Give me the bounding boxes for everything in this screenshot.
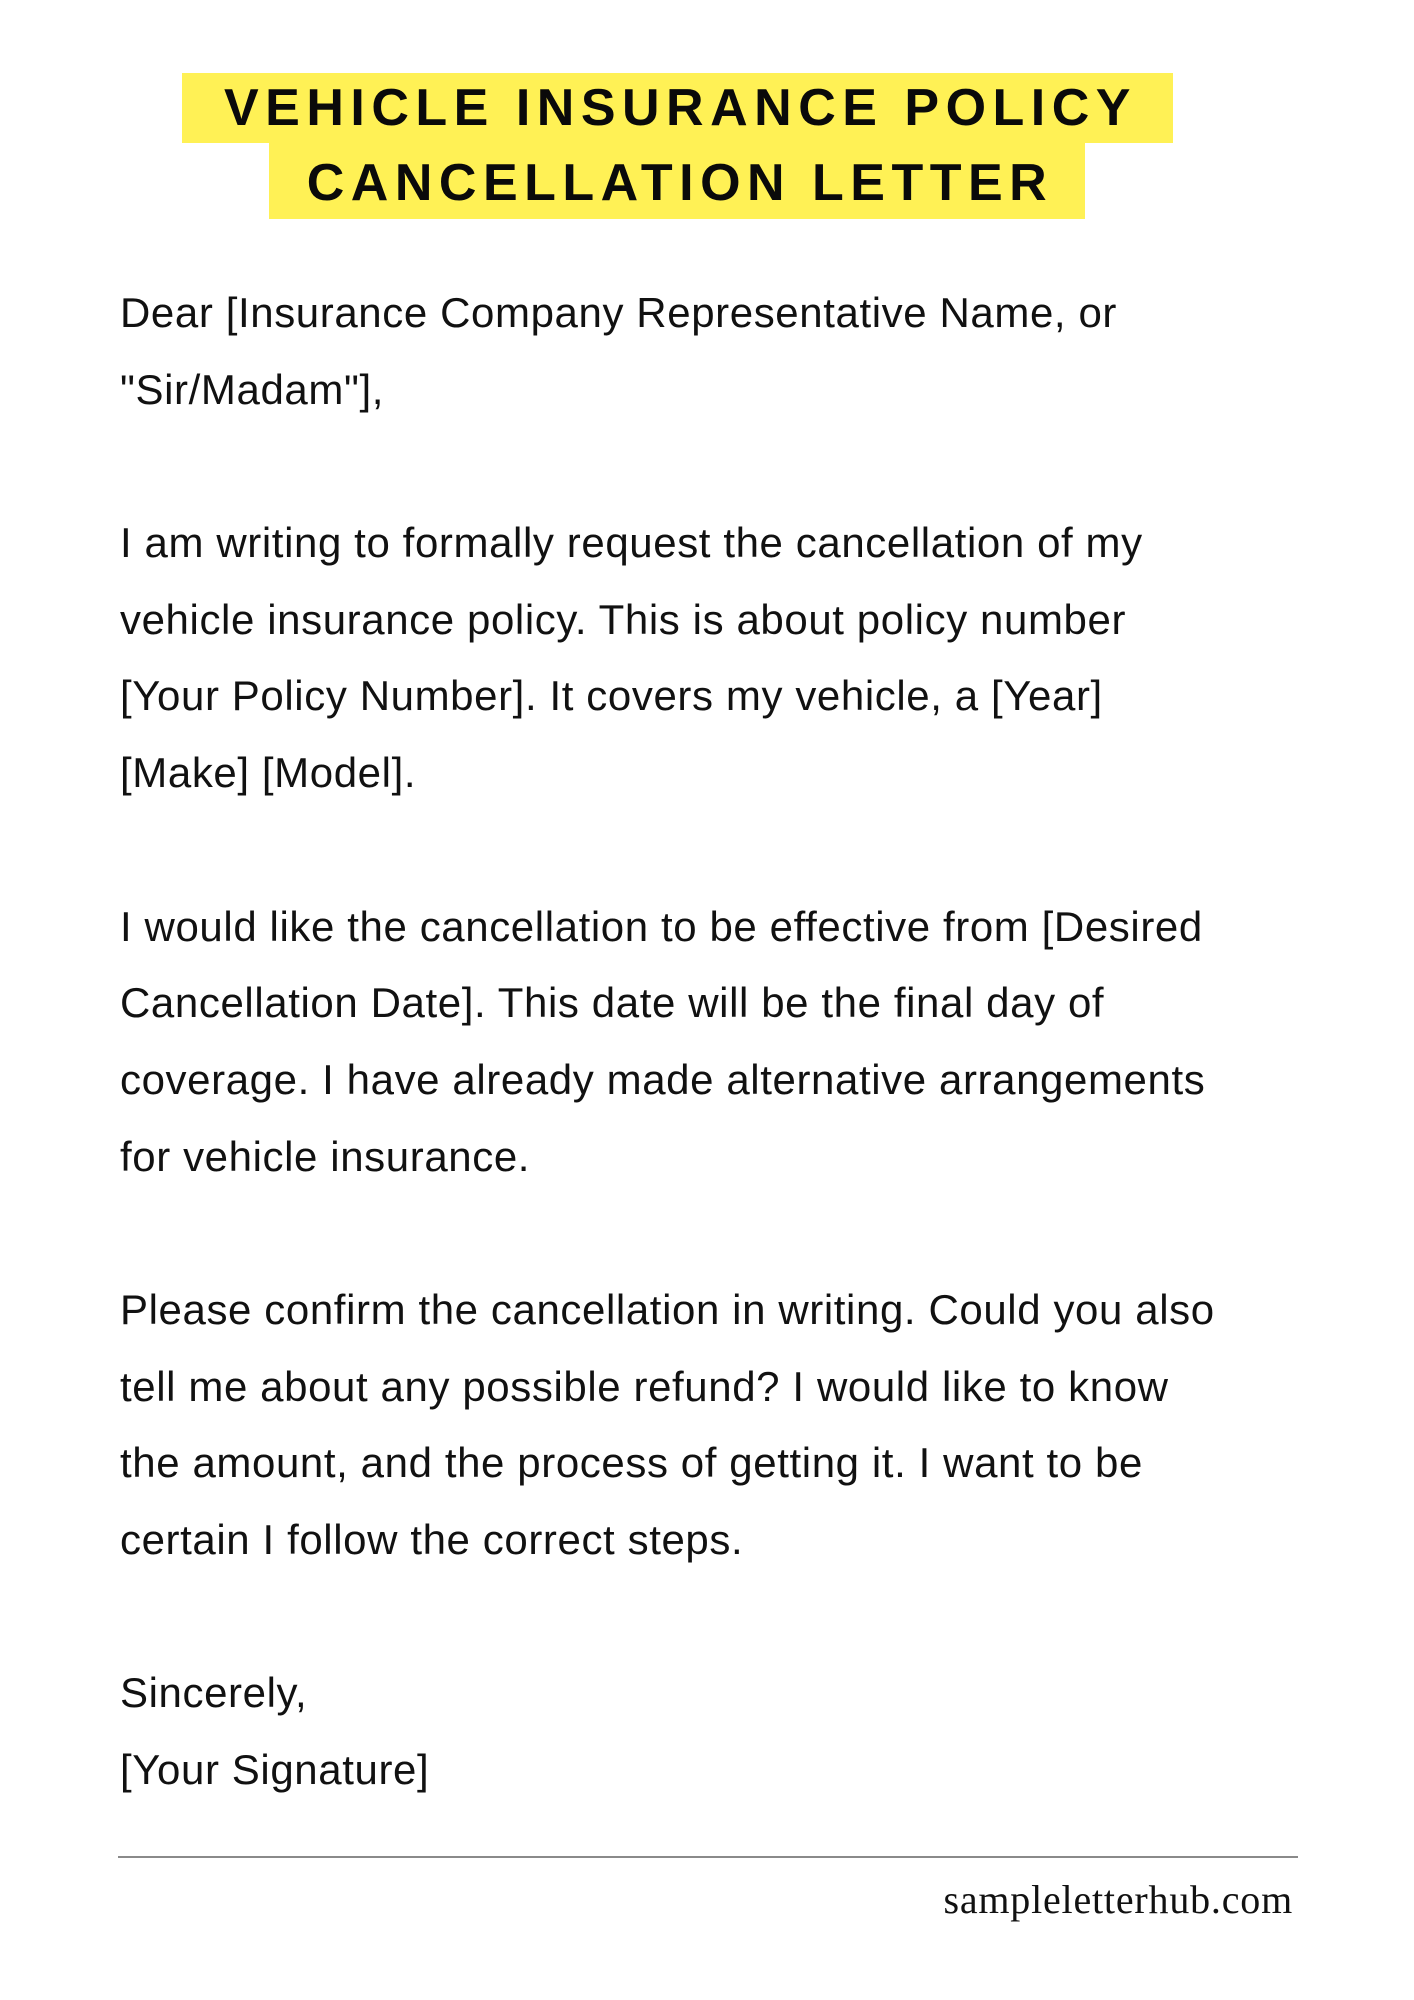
paragraph-line: for vehicle insurance.	[120, 1132, 531, 1180]
title-line-2: CANCELLATION LETTER	[269, 143, 1085, 219]
paragraph-line: I am writing to formally request the cancellation of my	[120, 519, 1143, 567]
salutation-line-1: Dear [Insurance Company Representative Name, or	[120, 289, 1117, 336]
salutation-line-2: "Sir/Madam"],	[120, 365, 385, 413]
letter-body	[120, 275, 1370, 1809]
blank-line	[120, 812, 1370, 889]
paragraph-line: Please confirm the cancellation in writing. Could you also	[120, 1285, 1215, 1333]
paragraph-3	[120, 1272, 1370, 1579]
blank-line	[120, 1579, 1370, 1656]
signature-placeholder: [Your Signature]	[120, 1746, 430, 1794]
paragraph-line: [Make] [Model].	[120, 749, 417, 797]
paragraph-line: coverage. I have already made alternative arrangements	[120, 1055, 1206, 1103]
paragraph-line: tell me about any possible refund? I would like to know	[120, 1362, 1169, 1410]
paragraph-line: Cancellation Date]. This date will be the final day of	[120, 979, 1105, 1027]
blank-line	[120, 1195, 1370, 1272]
paragraph-line: vehicle insurance policy. This is about policy number	[120, 595, 1127, 643]
paragraph-2	[120, 889, 1370, 1196]
paragraph-line: [Your Policy Number]. It covers my vehicle, a [Year]	[120, 672, 1103, 720]
paragraph-line: certain I follow the correct steps.	[120, 1516, 744, 1563]
title-line-1: VEHICLE INSURANCE POLICY	[182, 73, 1173, 143]
footer-divider	[118, 1856, 1298, 1858]
paragraph-1	[120, 505, 1370, 812]
closing: Sincerely,	[120, 1669, 308, 1717]
paragraph-line: I would like the cancellation to be effective from [Desired	[120, 902, 1203, 950]
paragraph-line: the amount, and the process of getting it. I want to be	[120, 1439, 1143, 1487]
blank-line	[120, 428, 1370, 505]
footer-site-name: sampleletterhub.com	[943, 1877, 1293, 1922]
